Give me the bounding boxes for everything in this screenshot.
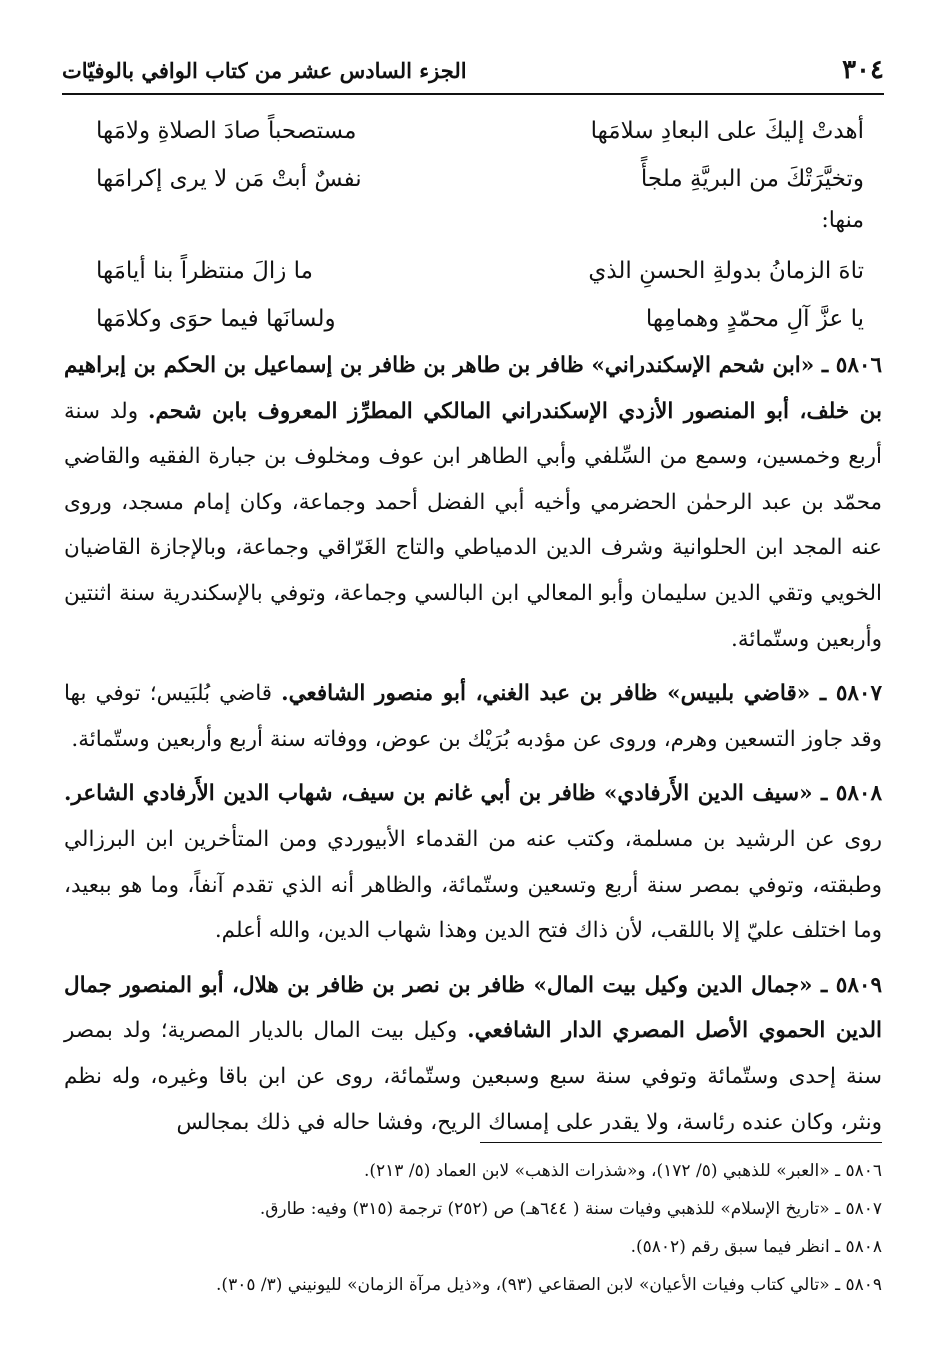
verse-second-hemistich: نفسٌ أبتْ مَن لا يرى إكرامَها: [96, 166, 362, 192]
page-number: ٣٠٤: [842, 55, 884, 85]
entry-5809: [64, 963, 882, 1145]
footnotes: [64, 1152, 882, 1304]
biography-entries: [64, 343, 882, 1154]
entry-text: ولد سنة أربع وخمسين، وسمع من السِّلفي وأبي الطاهر ابن عوف ومخلوف بن جبارة الفقيه والقاضي محمّد بن عبد الرحمٰن الحضرمي وأخيه أبي الفضل أحمد وجماعة، وكان إمام مسجد، وروى عنه المجد ابن الحلوانية وشرف الدين الدمياطي والتاج الغَرّاقي وجماعة، وبالإجازة القاضيان الخويي وتقي الدين سليمان وأبو المعالي ابن البالسي وجماعة، وتوفي بالإسكندرية سنة اثنتين وأربعين وستّمائة.: [64, 398, 882, 652]
poem-verse: [96, 156, 864, 202]
entry-text: روى عن الرشيد بن مسلمة، وكتب عنه من القدماء الأبيوردي ومن المتأخرين ابن البرزالي وطبقته، وتوفي بمصر سنة أربع وتسعين وستّمائة، والظاهر أنه الذي تقدم آنفاً، وما هو ببعيد، وما اختلف عليّ إلا باللقب، لأن ذاك فتح الدين وهذا شهاب الدين، والله أعلم.: [64, 826, 882, 944]
entry-heading: ٥٨٠٩ ـ «جمال الدين وكيل بيت المال» ظافر بن نصر بن ظافر بن هلال، أبو المنصور جمال الدين الحموي الأصل المصري الدار الشافعي.: [64, 972, 882, 1044]
running-title: الجزء السادس عشر من كتاب الوافي بالوفيّات: [62, 57, 467, 83]
entry-text: وكيل بيت المال بالديار المصرية؛ ولد بمصر سنة إحدى وستّمائة وتوفي سنة سبع وسبعين وستّمائة، روى عن ابن باقا وغيره، وله نظم ونثر، وكان عنده رئاسة، ولا يقدر على إمساك الريح، وفشا حاله في ذلك بمجالس: [64, 1018, 882, 1135]
verse-second-hemistich: ما زالَ منتظراً بنا أيامَها: [96, 258, 314, 284]
entry-heading: ٥٨٠٦ ـ «ابن شحم الإسكندراني» ظافر بن طاهر بن ظافر بن إسماعيل بن الحكم بن إبراهيم بن خلف، أبو المنصور الأزدي الإسكندراني المالكي المطرِّز المعروف بابن شحم.: [64, 353, 882, 424]
entry-heading: ٥٨٠٨ ـ «سيف الدين الأَرفادي» ظافر بن أبي غانم بن سيف، شهاب الدين الأَرفادي الشاعر.: [64, 781, 882, 807]
page-header: [62, 50, 884, 90]
verse-second-hemistich: ولسانَها فيما حوَى وكلامَها: [96, 306, 336, 332]
footnote: ٥٨٠٨ ـ انظر فيما سبق رقم (٥٨٠٢).: [630, 1237, 882, 1257]
poem-excerpt-label: منها:: [821, 208, 864, 233]
verse-first-hemistich: وتخيَّرَتْكَ من البريَّةِ ملجأً: [640, 166, 864, 192]
verse-first-hemistich: تاهَ الزمانُ بدولةِ الحسنِ الذي: [588, 258, 864, 284]
footnote: ٥٨٠٦ ـ «العبر» للذهبي (٥/ ١٧٢)، و«شذرات الذهب» لابن العماد (٥/ ٢١٣).: [363, 1161, 882, 1181]
poem-verse: [96, 296, 864, 342]
poem-verse: [96, 108, 864, 154]
verse-first-hemistich: أهدتْ إليكَ على البعادِ سلامَها: [590, 118, 864, 144]
footnote-rule: [480, 1142, 882, 1143]
entry-5806: [64, 343, 882, 662]
entry-5807: [64, 671, 882, 762]
poem-verse: [96, 248, 864, 294]
footnote: ٥٨٠٧ ـ «تاريخ الإسلام» للذهبي وفيات سنة ( ٦٤٤هـ) ص (٢٥٢) ترجمة (٣١٥) وفيه: طارق.: [259, 1199, 882, 1219]
entry-heading: ٥٨٠٧ ـ «قاضي بلبيس» ظافر بن عبد الغني، أبو منصور الشافعي.: [281, 681, 883, 707]
header-rule: [62, 93, 884, 95]
verse-first-hemistich: يا عزَّ آلِ محمّدٍ وهمامِها: [645, 306, 864, 332]
entry-text: قاضي بُلبَيس؛ توفي بها وقد جاوز التسعين وهرم، وروى عن مؤدبه بُرَيْك بن عوض، ووفاته سنة أربع وأربعين وستّمائة.: [64, 681, 882, 752]
entry-5808: [64, 771, 882, 953]
footnote: ٥٨٠٩ ـ «تالي كتاب وفيات الأعيان» لابن الصقاعي (٩٣)، و«ذيل مرآة الزمان» لليونيني (٣/ ٣٠٥).: [216, 1275, 882, 1295]
verse-second-hemistich: مستصحباً صادَ الصلاةِ ولامَها: [96, 118, 357, 144]
